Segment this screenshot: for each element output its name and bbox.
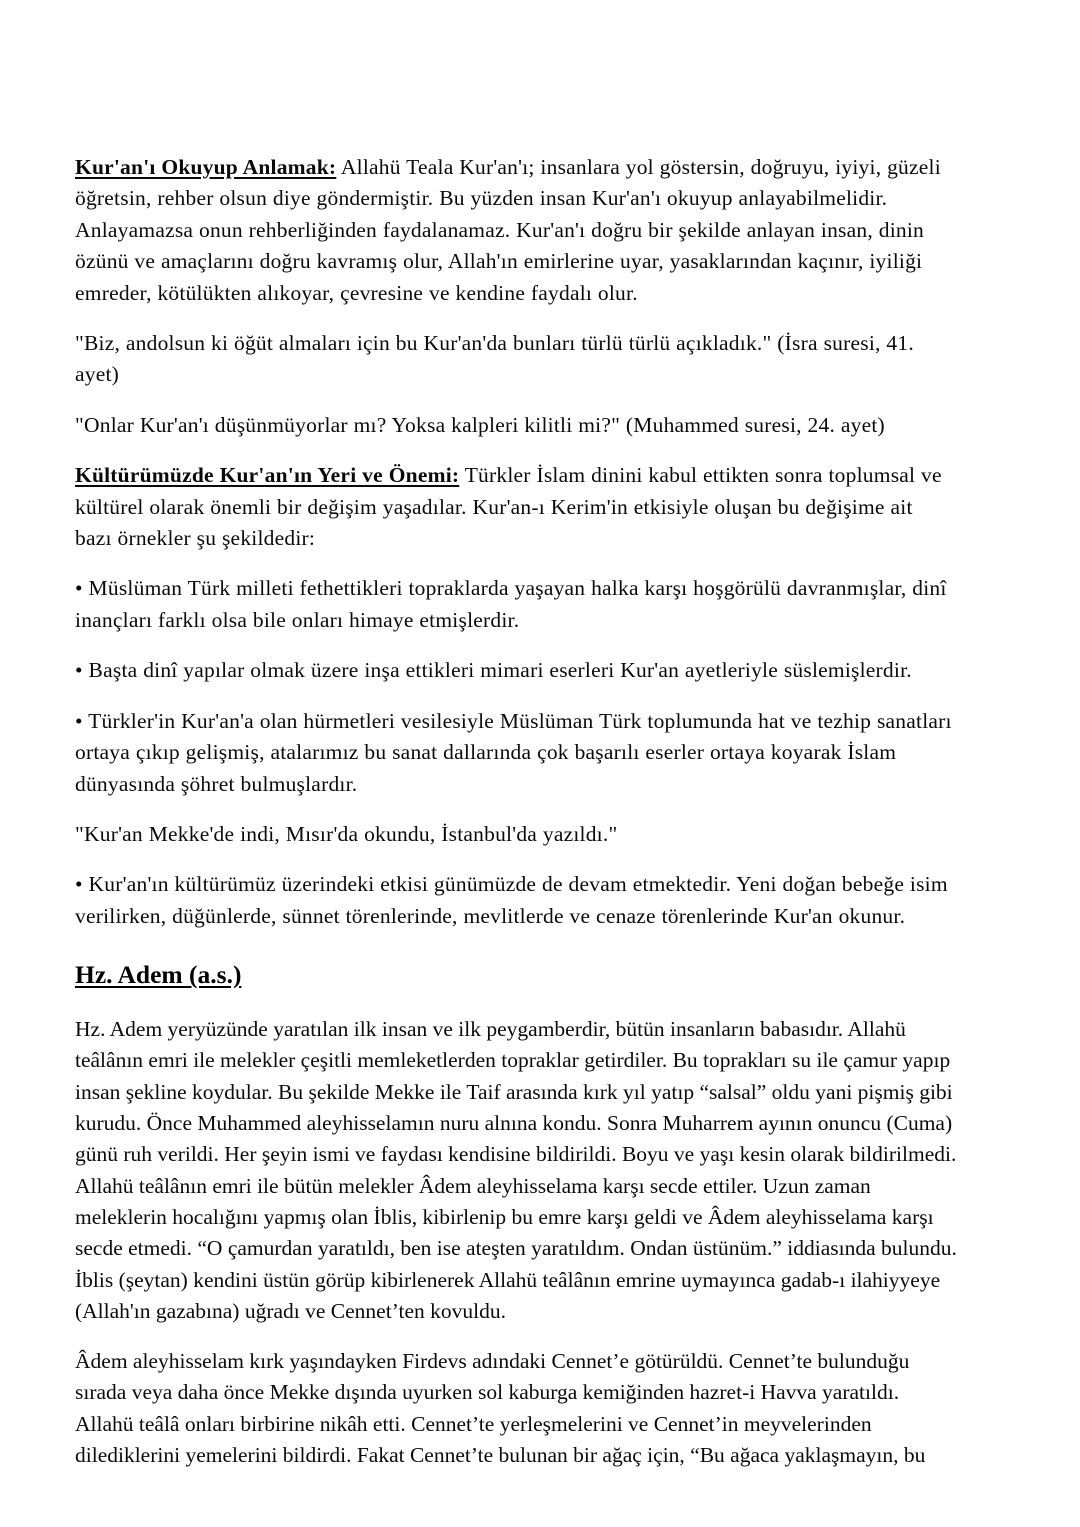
bullet-item-hat-tezhip-sanatlari: • Türkler'in Kur'an'a olan hürmetleri vesilesiyle Müslüman Türk toplumunda hat ve tezhip sanatları ortaya çıkıp gelişmiş, atalarımız bu sanat dallarında çok başarılı eserler ortaya koyarak İslam dünyasında şöhret bulmuşlardır. [75, 708, 952, 796]
paragraph-kurani-okuyup-anlamak-body: Allahü Teala Kur'an'ı; insanlara yol göstersin, doğruyu, iyiyi, güzeli öğretsin, rehber olsun diye göndermiştir. Bu yüzden insan Kur'an'ı okuyup anlayabilmelidir. Anlayamazsa onun rehberliğinden faydalanamaz. Kur'an'ı doğru bir şekilde anlayan insan, dinin özünü ve amaçlarını doğru kavramış olur, Allah'ın emirlerine uyar, yasaklarından kaçınır, iyiliği emreder, kötülükten alıkoyar, çevresine ve kendine faydalı olur. [75, 155, 941, 305]
quote-isra-suresi: "Biz, andolsun ki öğüt almaları için bu Kur'an'da bunları türlü türlü açıkladık." (İsra suresi, 41. ayet) [75, 331, 914, 387]
quote-kuran-mekke-misir-istanbul: "Kur'an Mekke'de indi, Mısır'da okundu, İstanbul'da yazıldı." [75, 821, 618, 846]
paragraph-hz-adem-cennet: Âdem aleyhisselam kırk yaşındayken Firdevs adındaki Cennet’e götürüldü. Cennet’te bulunduğu sırada veya daha önce Mekke dışında uyurken sol kaburga kemiğinden hazret-i Havva yaratıldı. Allahü teâlâ onları birbirine nikâh etti. Cennet’te yerleşmelerini ve Cennet’in meyvelerinden dilediklerini yemelerini bildirdi. Fakat Cennet’te bulunan bir ağaç için, “Bu ağaca yaklaşmayın, bu [75, 1349, 926, 1467]
paragraph-hz-adem-yaratilis: Hz. Adem yeryüzünde yaratılan ilk insan ve ilk peygamberdir, bütün insanların babasıdır. Allahü teâlânın emri ile melekler çeşitli memleketlerden topraklar getirdiler. Bu toprakları su ile çamur yapıp insan şekline koydular. Bu şekilde Mekke ile Taif arasında kırk yıl yatıp “salsal” oldu yani pişmiş gibi kurudu. Önce Muhammed aleyhisselamın nuru alnına kondu. Sonra Muharrem ayının onuncu (Cuma) günü ruh verildi. Her şeyin ismi ve faydası kendisine bildirildi. Boyu ve yaşı kesin olarak bildirilmedi. Allahü teâlânın emri ile bütün melekler Âdem aleyhisselama karşı secde ettiler. Uzun zaman meleklerin hocalığını yapmış olan İblis, kibirlenip bu emre karşı geldi ve Âdem aleyhisselama karşı secde etmedi. “O çamurdan yaratıldı, ben ise ateşten yaratıldım. Ondan üstünüm.” iddiasında bulundu. İblis (şeytan) kendini üstün görüp kibirlenerek Allahü teâlânın emrine uymayınca gadab-ı ilahiyyeye (Allah'ın gazabına) uğradı ve Cennet’ten kovuldu. [75, 1017, 957, 1323]
paragraph-kulturumuzde-body: Türkler İslam dinini kabul ettikten sonra toplumsal ve kültürel olarak önemli bir değişim yaşadılar. Kur'an-ı Kerim'in etkisiyle oluşan bu değişime ait bazı örnekler şu şekildedir: [75, 463, 942, 551]
bullet-item-hosgorulu-davranis: • Müslüman Türk milleti fethettikleri topraklarda yaşayan halka karşı hoşgörülü davranmışlar, dinî inançları farklı olsa bile onları himaye etmişlerdir. [75, 576, 947, 632]
paragraph-kurani-okuyup-anlamak [75, 152, 955, 309]
bullet-item-kultur-etkisi: • Kur'an'ın kültürümüz üzerindeki etkisi günümüzde de devam etmektedir. Yeni doğan bebeğe isim verilirken, düğünlerde, sünnet törenlerinde, mevlitlerde ve cenaze törenlerinde Kur'an okunur. [75, 872, 948, 928]
inline-heading-kulturumuzde-kuranin-yeri: Kültürümüzde Kur'an'ın Yeri ve Önemi: [75, 463, 460, 488]
section-heading-hz-adem: Hz. Adem (a.s.) [75, 960, 242, 990]
quote-muhammed-suresi: "Onlar Kur'an'ı düşünmüyorlar mı? Yoksa kalpleri kilitli mi?" (Muhammed suresi, 24. ayet) [75, 412, 885, 437]
paragraph-kulturumuzde-kuranin-yeri [75, 460, 955, 554]
inline-heading-kurani-okuyup-anlamak: Kur'an'ı Okuyup Anlamak: [75, 155, 337, 179]
bullet-item-mimari-eserler: • Başta dinî yapılar olmak üzere inşa ettikleri mimari eserleri Kur'an ayetleriyle süslemişlerdir. [75, 658, 912, 683]
